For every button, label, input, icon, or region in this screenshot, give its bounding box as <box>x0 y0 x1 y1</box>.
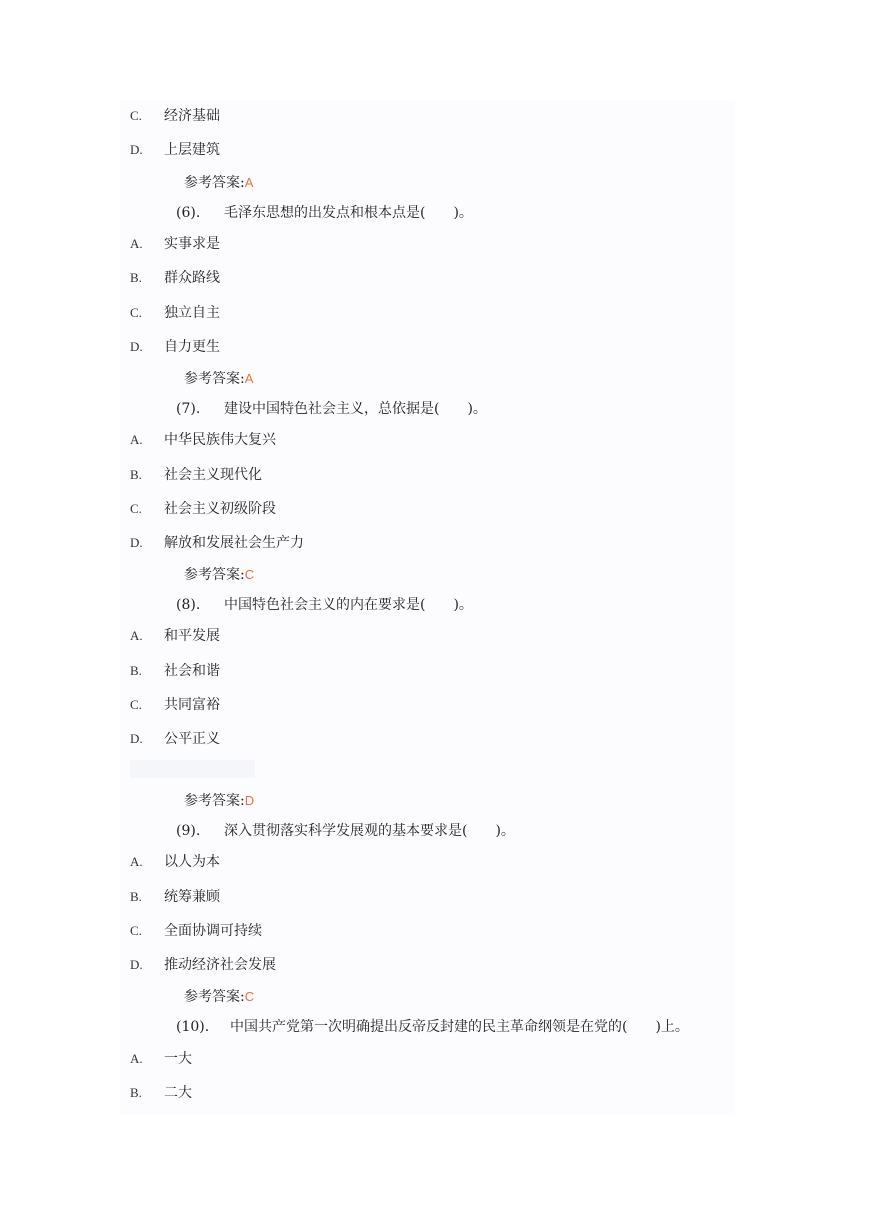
option-letter: D. <box>130 339 143 354</box>
option-letter: A. <box>130 628 143 643</box>
option-letter: C. <box>130 923 142 938</box>
option-text: 社会主义初级阶段 <box>164 501 276 517</box>
option-text: 经济基础 <box>164 108 220 124</box>
option-letter: B. <box>130 270 142 285</box>
option-letter: A. <box>130 432 143 447</box>
option-text: 独立自主 <box>164 305 220 321</box>
option-text: 上层建筑 <box>164 142 220 158</box>
question-text: 建设中国特色社会主义，总依据是( )。 <box>224 401 487 417</box>
question-text: 毛泽东思想的出发点和根本点是( )。 <box>224 205 473 221</box>
option-letter: A. <box>130 236 143 251</box>
option-text: 实事求是 <box>164 236 220 252</box>
option-letter: D. <box>130 731 143 746</box>
answer-value: A <box>244 175 254 190</box>
option-text: 和平发展 <box>164 628 220 644</box>
option-letter: C. <box>130 305 142 320</box>
question-number: (8). <box>176 597 201 613</box>
answer <box>184 985 254 1009</box>
option-text: 自力更生 <box>164 339 220 355</box>
option-text: 社会主义现代化 <box>164 467 262 483</box>
answer-value: A <box>244 371 254 386</box>
option-letter: C. <box>130 108 142 123</box>
option-letter: B. <box>130 1085 142 1100</box>
option-letter: C. <box>130 697 142 712</box>
option-text: 全面协调可持续 <box>164 923 262 939</box>
option-letter: D. <box>130 142 143 157</box>
option-text: 解放和发展社会生产力 <box>164 535 304 551</box>
option-letter: B. <box>130 889 142 904</box>
answer-label: 参考答案: <box>184 175 245 191</box>
option-letter: B. <box>130 663 142 678</box>
option-text: 统筹兼顾 <box>164 889 220 905</box>
faint-background-band <box>130 760 255 778</box>
answer <box>184 367 253 391</box>
question-text: 深入贯彻落实科学发展观的基本要求是( )。 <box>224 823 515 839</box>
question-number: (7). <box>176 401 201 417</box>
answer-label: 参考答案: <box>184 371 245 387</box>
option-text: 中华民族伟大复兴 <box>164 432 276 448</box>
option-text: 社会和谐 <box>164 663 220 679</box>
option-text: 群众路线 <box>164 270 220 286</box>
option-text: 公平正义 <box>164 731 220 747</box>
option-text: 共同富裕 <box>164 697 220 713</box>
option-letter: B. <box>130 467 142 482</box>
document-page <box>120 100 735 1115</box>
option-letter: D. <box>130 535 143 550</box>
answer-value: D <box>244 793 255 808</box>
answer-label: 参考答案: <box>184 567 245 583</box>
question-number: (9). <box>176 823 201 839</box>
question-text: 中国特色社会主义的内在要求是( )。 <box>224 597 473 613</box>
option-letter: A. <box>130 854 143 869</box>
option-text: 二大 <box>164 1085 192 1101</box>
option-letter: C. <box>130 501 142 516</box>
question-text: 中国共产党第一次明确提出反帝反封建的民主革命纲领是在党的( )上。 <box>230 1019 689 1035</box>
option-text: 一大 <box>164 1051 192 1067</box>
answer-value: C <box>244 989 255 1004</box>
option-text: 推动经济社会发展 <box>164 957 276 973</box>
option-text: 以人为本 <box>164 854 220 870</box>
answer <box>184 563 254 587</box>
option-letter: A. <box>130 1051 143 1066</box>
option-letter: D. <box>130 957 143 972</box>
answer <box>184 789 254 813</box>
answer-label: 参考答案: <box>184 793 245 809</box>
question-number: (6). <box>176 205 201 221</box>
answer <box>184 171 253 195</box>
answer-label: 参考答案: <box>184 989 245 1005</box>
answer-value: C <box>244 567 255 582</box>
question-number: (10). <box>176 1019 210 1035</box>
